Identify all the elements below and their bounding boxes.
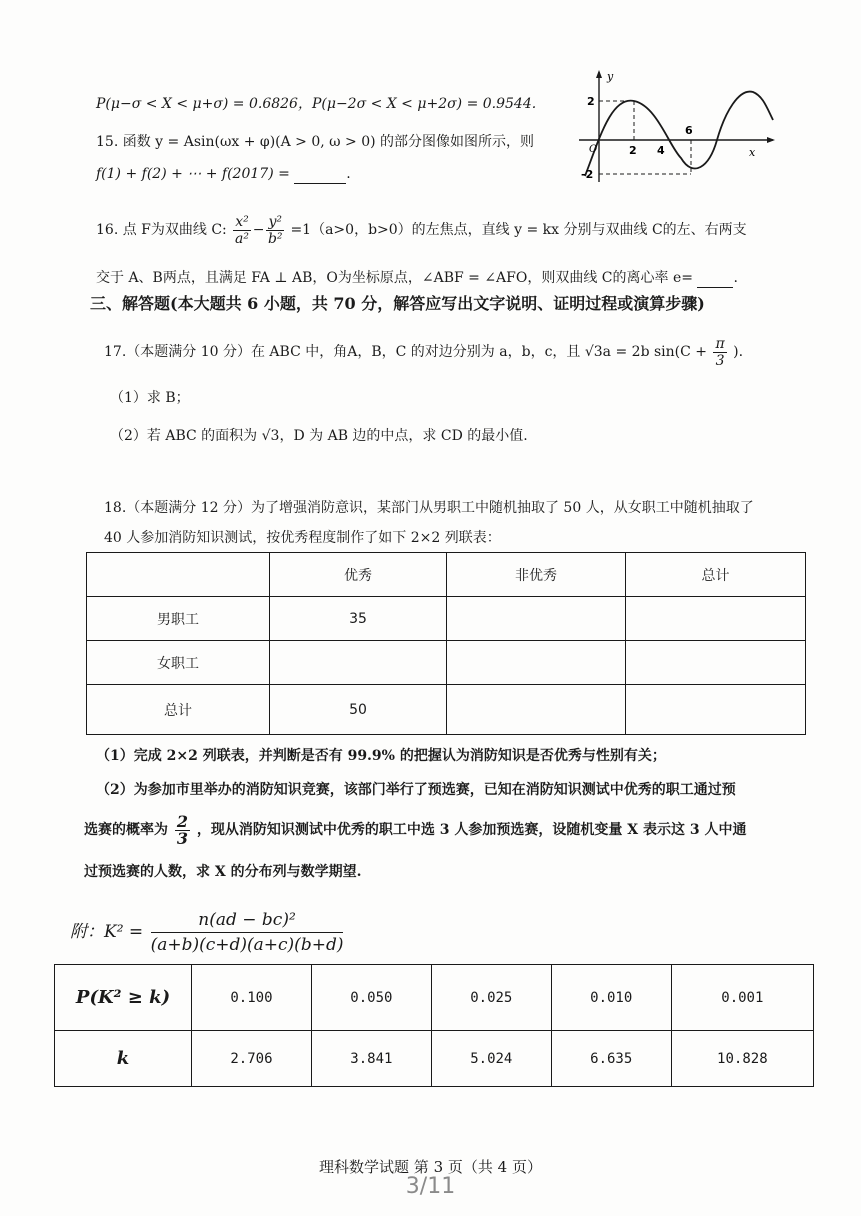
row-label-male: 男职工 bbox=[87, 597, 270, 641]
table-row: k 2.706 3.841 5.024 6.635 10.828 bbox=[55, 1031, 814, 1087]
graph-tick-6: 6 bbox=[685, 124, 693, 137]
page-footer: 理科数学试题 第 3 页（共 4 页） bbox=[319, 1158, 542, 1176]
question-15-sum-label: f(1) + f(2) + ⋯ + f(2017) = bbox=[96, 166, 290, 182]
question-16-line-2: 交于 A、B两点，且满足 FA ⊥ AB，O为坐标原点，∠ABF = ∠AFO，则双曲线 C的离心率 e= . bbox=[96, 270, 738, 286]
table-row: P(K² ≥ k) 0.100 0.050 0.025 0.010 0.001 bbox=[55, 965, 814, 1031]
table-row bbox=[87, 641, 806, 685]
normal-distribution-line: P(μ−σ < X < μ+σ) = 0.6826，P(μ−2σ < X < μ+2σ) = 0.9544. bbox=[96, 96, 537, 112]
fraction-pi-3: $\frac{\pi}{3}$ bbox=[715, 335, 725, 369]
question-15-text: 15. 函数 y = Asin(ωx + φ)(A > 0, ω > 0) 的部分图像如图所示，则 bbox=[96, 134, 535, 150]
question-17-stem bbox=[104, 330, 743, 374]
sine-graph bbox=[577, 68, 777, 188]
table-row: 总计 50 bbox=[87, 685, 806, 735]
table-row bbox=[87, 553, 806, 597]
contingency-table bbox=[86, 552, 806, 735]
k-squared-fraction: $\frac{\text{n(ad − bc)²}}{(a+b)(c+d)(a+c)(b+d)}$ bbox=[150, 910, 344, 955]
question-17-part-1: （1）求 B； bbox=[110, 390, 190, 406]
section-3-heading: 三、解答题(本大题共 6 小题，共 70 分，解答应写出文字说明、证明过程或演算步骤) bbox=[90, 294, 705, 313]
graph-tick-4: 4 bbox=[657, 144, 665, 157]
answer-blank-15 bbox=[294, 169, 346, 184]
question-16-rest: =1（a>0，b>0）的左焦点，直线 y = kx 分别与双曲线 C的左、右两支 bbox=[290, 222, 747, 238]
header-excellent: 优秀 bbox=[270, 553, 447, 597]
question-17-part-2: （2）若 ABC 的面积为 √3，D 为 AB 边的中点，求 CD 的最小值. bbox=[110, 428, 528, 444]
question-18-part-2-end: 过预选赛的人数，求 X 的分布列与数学期望. bbox=[84, 864, 362, 880]
graph-x-label: x bbox=[749, 146, 756, 159]
fraction-y2-b2: $\frac{\text{y²}}{\text{b²}}$ bbox=[267, 213, 283, 247]
question-18-part-2-cont: 选赛的概率为 $\frac{2}{3}$ ，现从消防知识测试中优秀的职工中选 3 人参加预选赛，设随机变量 X 表示这 3 人中通 bbox=[84, 811, 747, 848]
table-row: 男职工 35 bbox=[87, 597, 806, 641]
question-17-close: ). bbox=[733, 344, 744, 360]
question-16-condition: 交于 A、B两点，且满足 FA ⊥ AB，O为坐标原点，∠ABF = ∠AFO，则双曲线 C的离心率 e= bbox=[96, 270, 693, 286]
header-total: 总计 bbox=[626, 553, 806, 597]
fraction-2-3: $\frac{2}{3}$ bbox=[176, 811, 189, 848]
k-squared-formula: 附：K² = $\frac{\text{n(ad − bc)²}}{(a+b)(c+d)(a+c)(b+d)}$ bbox=[70, 910, 344, 955]
question-18-part-1: （1）完成 2×2 列联表，并判断是否有 99.9% 的把握认为消防知识是否优秀与性别有关； bbox=[96, 748, 666, 764]
question-18-part-2: （2）为参加市里举办的消防知识竞赛，该部门举行了预选赛，已知在消防知识测试中优秀的职工通过预 bbox=[96, 782, 736, 798]
question-15-sum: f(1) + f(2) + ⋯ + f(2017) = . bbox=[96, 166, 351, 182]
probability-header: P(K² ≥ k) bbox=[55, 965, 192, 1031]
graph-tick-2: 2 bbox=[629, 144, 637, 157]
k-header: k bbox=[55, 1031, 192, 1087]
header-not-excellent: 非优秀 bbox=[447, 553, 626, 597]
question-18-stem-2: 40 人参加消防知识测试，按优秀程度制作了如下 2×2 列联表： bbox=[104, 530, 501, 546]
critical-value-table bbox=[54, 964, 814, 1087]
question-17-text: 17.（本题满分 10 分）在 ABC 中，角A，B，C 的对边分别为 a，b，c，且 √3a = 2b sin(C + bbox=[104, 344, 712, 360]
question-18-stem-1: 18.（本题满分 12 分）为了增强消防意识，某部门从男职工中随机抽取了 50 人，从女职工中随机抽取了 bbox=[104, 500, 754, 516]
question-16-intro: 16. 点 F为双曲线 C: bbox=[96, 222, 232, 238]
graph-tick-bottom: -2 bbox=[581, 168, 594, 181]
graph-tick-top: 2 bbox=[587, 95, 595, 108]
graph-y-label: y bbox=[607, 70, 614, 83]
fraction-x2-a2: $\frac{\text{x²}}{\text{a²}}$ bbox=[234, 213, 249, 247]
row-label-female: 女职工 bbox=[87, 641, 270, 685]
page-indicator: 3/11 bbox=[405, 1174, 456, 1199]
answer-blank-16 bbox=[697, 273, 733, 288]
graph-origin-label: O bbox=[589, 144, 598, 155]
row-label-total: 总计 bbox=[87, 685, 270, 735]
question-16-line-1: 16. 点 F为双曲线 C: $\frac{\text{x²}}{\text{a²}}$ − $\frac{\text{y²}}{\text{b²}}$ =1（a>0，b>0）的左焦点，直线 y = kx 分别与双曲线 C的左、右两支 bbox=[96, 213, 747, 247]
